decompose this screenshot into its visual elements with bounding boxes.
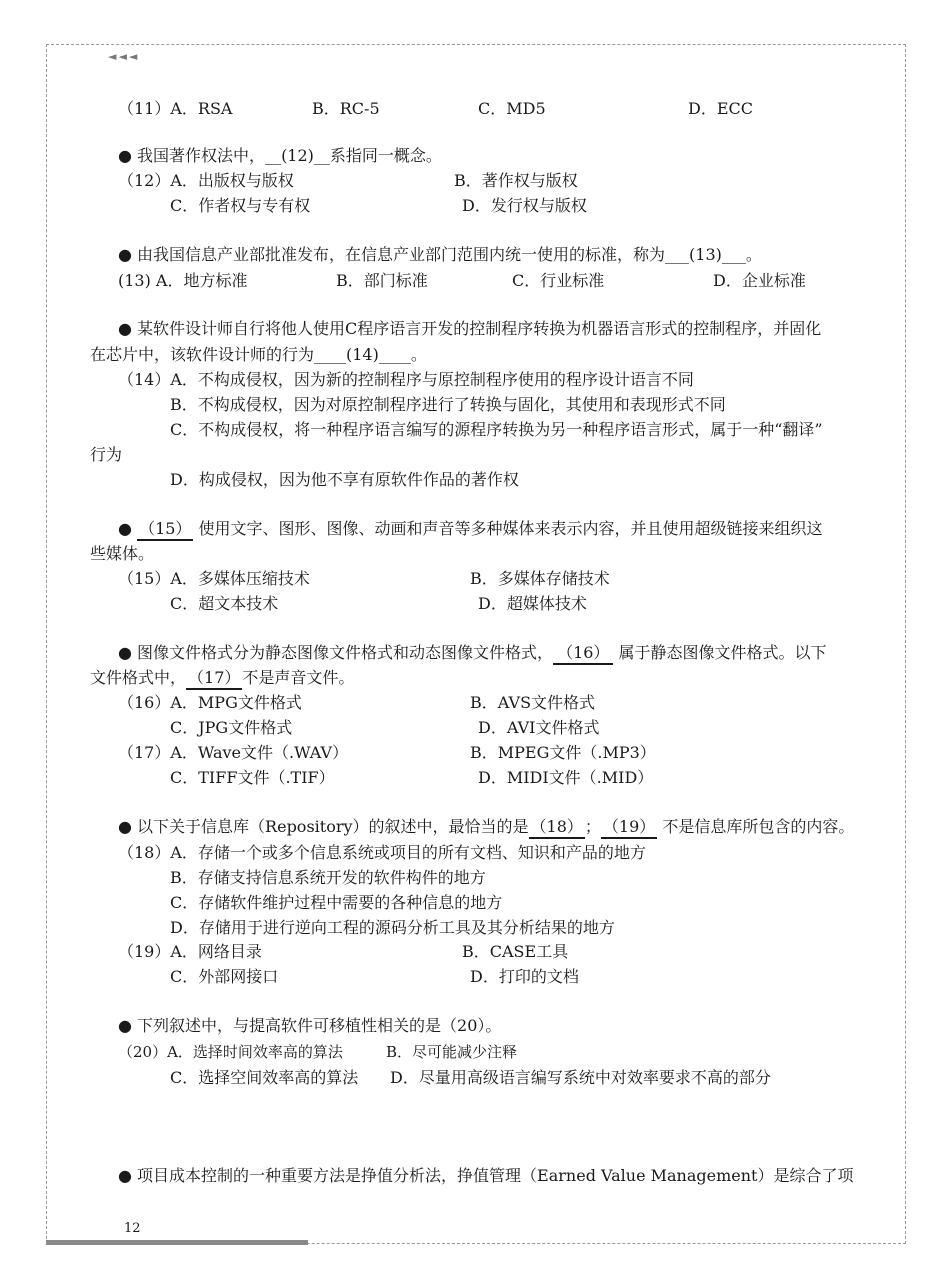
q17-stem-text: 文件格式中， bbox=[90, 668, 187, 687]
q18-stem bbox=[118, 817, 854, 839]
q16-blank: （16） bbox=[553, 643, 613, 665]
q18-option-d: D．存储用于进行逆向工程的源码分析工具及其分析结果的地方 bbox=[170, 918, 615, 937]
q14-option-c-line1: C．不构成侵权，将一种程序语言编写的源程序转换为另一种程序语言形式，属于一种“翻译” bbox=[170, 420, 823, 439]
q20-stem: ● 下列叙述中，与提高软件可移植性相关的是（20）。 bbox=[118, 1016, 502, 1035]
q21-stem: ● 项目成本控制的一种重要方法是挣值分析法，挣值管理（Earned Value Management）是综合了项 bbox=[118, 1166, 854, 1185]
q16-option-c: C．JPG文件格式 bbox=[170, 718, 293, 737]
q15-option-c: C．超文本技术 bbox=[170, 594, 279, 613]
q16-stem-text: ● 图像文件格式分为静态图像文件格式和动态图像文件格式， bbox=[118, 643, 554, 662]
q13-option-a: (13) A．地方标准 bbox=[118, 271, 248, 290]
q13-option-c: C．行业标准 bbox=[512, 271, 605, 290]
q15-stem-text: 使用文字、图形、图像、动画和声音等多种媒体来表示内容，并且使用超级链接来组织这 bbox=[198, 519, 823, 538]
q12-option-d: D．发行权与版权 bbox=[462, 196, 587, 215]
q18-stem-text: ● 以下关于信息库（Repository）的叙述中，最恰当的是 bbox=[118, 817, 529, 836]
q17-option-b: B．MPEG文件（.MP3） bbox=[470, 743, 656, 762]
q16-option-b: B．AVS文件格式 bbox=[470, 693, 596, 712]
q12-option-a: （12）A．出版权与版权 bbox=[118, 171, 294, 190]
q12-stem-text: ● 我国著作权法中， bbox=[118, 146, 266, 165]
q13-stem: ● 由我国信息产业部批准发布，在信息产业部门范围内统一使用的标准，称为___(13)___。 bbox=[118, 245, 762, 264]
q15-blank: （15） bbox=[137, 519, 193, 541]
q19-option-a: （19）A．网络目录 bbox=[118, 942, 262, 961]
q19-option-d: D．打印的文档 bbox=[470, 967, 579, 986]
q14-option-c-line2: 行为 bbox=[90, 445, 123, 464]
q20-option-b: B．尽可能减少注释 bbox=[386, 1043, 518, 1061]
q14-stem-line2: 在芯片中，该软件设计师的行为____(14)____。 bbox=[90, 345, 427, 364]
q17-option-a: （17）A．Wave文件（.WAV） bbox=[118, 743, 349, 762]
q19-option-b: B．CASE工具 bbox=[462, 942, 569, 961]
q18-option-c: C．存储软件维护过程中需要的各种信息的地方 bbox=[170, 893, 503, 912]
q12-stem bbox=[118, 146, 442, 166]
q15-option-b: B．多媒体存储技术 bbox=[470, 569, 610, 588]
q12-stem-text-end: 系指同一概念。 bbox=[329, 146, 442, 165]
q12-option-c: C．作者权与专有权 bbox=[170, 196, 311, 215]
q11-option-d: D．ECC bbox=[688, 99, 753, 118]
q18-separator: ； bbox=[584, 817, 601, 836]
q13-option-b: B．部门标准 bbox=[336, 271, 428, 290]
footer-bar bbox=[46, 1240, 308, 1245]
q15-option-d: D．超媒体技术 bbox=[478, 594, 587, 613]
q16-option-a: （16）A．MPG文件格式 bbox=[118, 693, 302, 712]
q17-blank: （17） bbox=[186, 668, 242, 690]
q18-option-b: B．存储支持信息系统开发的软件构件的地方 bbox=[170, 868, 486, 887]
q11-option-b: B．RC-5 bbox=[312, 99, 380, 118]
q20-option-d: D．尽量用高级语言编写系统中对效率要求不高的部分 bbox=[390, 1068, 771, 1087]
q15-option-a: （15）A．多媒体压缩技术 bbox=[118, 569, 310, 588]
q17-option-c: C．TIFF文件（.TIF） bbox=[170, 768, 335, 787]
q15-stem-line1 bbox=[118, 519, 823, 541]
q20-option-c: C．选择空间效率高的算法 bbox=[170, 1068, 359, 1087]
q14-option-b: B．不构成侵权，因为对原控制程序进行了转换与固化，其使用和表现形式不同 bbox=[170, 395, 726, 414]
q15-stem-line2: 些媒体。 bbox=[90, 544, 155, 563]
back-arrows-icon[interactable]: ◄◄◄ bbox=[108, 50, 140, 63]
q17-stem-line2 bbox=[90, 668, 354, 690]
q12-option-b: B．著作权与版权 bbox=[454, 171, 578, 190]
q17-stem-text-end: 不是声音文件。 bbox=[242, 668, 355, 687]
q20-option-a: （20）A．选择时间效率高的算法 bbox=[118, 1043, 343, 1061]
q19-blank: （19） bbox=[601, 817, 657, 839]
q18-blank: （18） bbox=[529, 817, 585, 839]
q17-option-d: D．MIDI文件（.MID） bbox=[478, 768, 654, 787]
q14-stem-line1: ● 某软件设计师自行将他人使用C程序语言开发的控制程序转换为机器语言形式的控制程序，并固化 bbox=[118, 319, 822, 338]
q11-option-c: C．MD5 bbox=[478, 99, 546, 118]
q18-option-a: （18）A．存储一个或多个信息系统或项目的所有文档、知识和产品的地方 bbox=[118, 843, 646, 862]
q19-option-c: C．外部网接口 bbox=[170, 967, 279, 986]
page-number: 12 bbox=[124, 1221, 141, 1236]
q16-stem-text-end: 属于静态图像文件格式。以下 bbox=[618, 643, 827, 662]
bullet: ● bbox=[118, 519, 132, 538]
q14-option-a: （14）A．不构成侵权，因为新的控制程序与原控制程序使用的程序设计语言不同 bbox=[118, 370, 694, 389]
q19-stem-text: 不是信息库所包含的内容。 bbox=[662, 817, 855, 836]
q16-option-d: D．AVI文件格式 bbox=[478, 718, 600, 737]
q11-option-a: （11）A．RSA bbox=[118, 99, 233, 118]
q14-option-d: D．构成侵权，因为他不享有原软件作品的著作权 bbox=[170, 470, 519, 489]
q16-stem-line1 bbox=[118, 643, 827, 665]
q12-blank: __(12)__ bbox=[265, 146, 330, 165]
q13-option-d: D．企业标准 bbox=[713, 271, 806, 290]
